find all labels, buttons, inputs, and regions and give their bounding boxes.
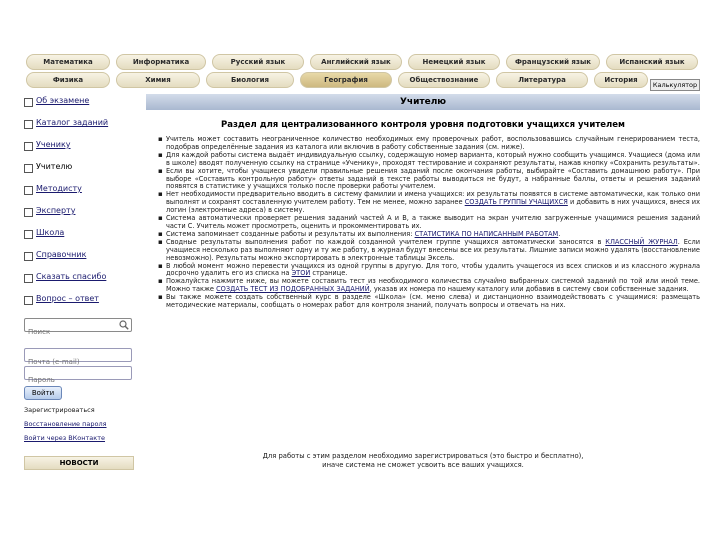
list-item: ▪ Для каждой работы система выдаёт индивидуальную ссылку, содержащую номер варианта, который нужно сообщить учащимся. Учащиеся (дома или в школе) вводят полученную ссылку на странице «Ученику», проходят тестирование и сохраняют результаты, нажав кнопку «Сохранить результаты». bbox=[158, 152, 700, 168]
tab-social-studies[interactable]: Обществознание bbox=[398, 72, 490, 88]
checkbox-icon bbox=[24, 186, 33, 195]
section-heading: Раздел для централизованного контроля уровня подготовки учащихся учителем bbox=[221, 120, 625, 130]
tab-literature[interactable]: Литература bbox=[496, 72, 588, 88]
calculator-button[interactable]: Калькулятор bbox=[650, 79, 700, 91]
tab-english[interactable]: Английский язык bbox=[310, 54, 402, 70]
list-item: ▪ Пожалуйста нажмите ниже, вы можете составить тест из необходимого количества случайно выбранных системой заданий по той или иной теме. Можно также СОЗДАТЬ ТЕСТ ИЗ ПОДОБРАННЫХ ЗАДАНИЙ, указав их номера по нашему каталогу или добавив в систему свои собственные задания. bbox=[158, 278, 700, 294]
list-item: ▪ Вы также можете создать собственный курс в разделе «Школа» (см. меню слева) и дистанционно взаимодействовать с учащимися: размещать методические материалы, сообщать о номерах работ для контроля знаний, получать вопросы и отвечать на них. bbox=[158, 294, 700, 310]
sidebar-item-school[interactable]: Школа bbox=[24, 228, 134, 242]
list-item: ▪ Система запоминает созданные работы и результаты их выполнения: СТАТИСТИКА ПО НАПИСАННЫМ РАБОТАМ. bbox=[158, 231, 700, 239]
class-journal-link[interactable]: КЛАССНЫЙ ЖУРНАЛ bbox=[605, 237, 678, 246]
checkbox-icon bbox=[24, 120, 33, 129]
sidebar bbox=[20, 94, 138, 476]
tab-spanish[interactable]: Испанский язык bbox=[606, 54, 698, 70]
sidebar-item-teacher[interactable]: Учителю bbox=[24, 162, 134, 176]
checkbox-icon bbox=[24, 230, 33, 239]
sidebar-item-catalog[interactable]: Каталог заданий bbox=[24, 118, 134, 132]
this-page-link[interactable]: ЭТОЙ bbox=[291, 269, 311, 278]
register-link[interactable]: Зарегистрироваться bbox=[24, 406, 95, 414]
statistics-link[interactable]: СТАТИСТИКА ПО НАПИСАННЫМ РАБОТАМ bbox=[414, 229, 559, 238]
create-test-link[interactable]: СОЗДАТЬ ТЕСТ ИЗ ПОДОБРАННЫХ ЗАДАНИЙ bbox=[216, 285, 370, 294]
checkbox-icon bbox=[24, 274, 33, 283]
list-item: ▪ Учитель может составить неограниченное количество необходимых ему проверочных работ, воспользовавшись случайным генерированием теста, подобрав определённые задания из каталога или включив в работу собственные задания (см. ниже). bbox=[158, 136, 700, 152]
tab-chemistry[interactable]: Химия bbox=[116, 72, 200, 88]
tab-history[interactable]: История bbox=[594, 72, 648, 88]
subject-tabs-row-1 bbox=[20, 54, 700, 70]
sidebar-item-faq[interactable]: Вопрос – ответ bbox=[24, 294, 134, 308]
checkbox-icon bbox=[24, 296, 33, 305]
tab-geography[interactable]: География bbox=[300, 72, 392, 88]
checkbox-icon bbox=[24, 252, 33, 261]
list-item: ▪ Система автоматически проверяет решения заданий частей А и В, а также выводит на экран учителю загруженные учащимися решения заданий части С. Учитель может просмотреть, оценить и прокомментировать их. bbox=[158, 215, 700, 231]
sidebar-item-reference[interactable]: Справочник bbox=[24, 250, 134, 264]
page-title: Учителю bbox=[146, 94, 700, 110]
search-box bbox=[24, 318, 132, 332]
tab-informatics[interactable]: Информатика bbox=[116, 54, 206, 70]
sidebar-item-expert[interactable]: Эксперту bbox=[24, 206, 134, 220]
email-field-wrap bbox=[24, 348, 132, 362]
checkbox-icon bbox=[24, 98, 33, 107]
tab-russian[interactable]: Русский язык bbox=[212, 54, 304, 70]
sidebar-item-methodist[interactable]: Методисту bbox=[24, 184, 134, 198]
checkbox-icon bbox=[24, 164, 33, 173]
tab-french[interactable]: Французский язык bbox=[506, 54, 600, 70]
vk-login-link[interactable]: Войти через ВКонтакте bbox=[24, 434, 106, 442]
create-groups-link[interactable]: СОЗДАТЬ ГРУППЫ УЧАЩИХСЯ bbox=[464, 198, 568, 207]
tab-german[interactable]: Немецкий язык bbox=[408, 54, 500, 70]
info-list bbox=[158, 136, 700, 310]
page bbox=[20, 50, 700, 476]
restore-password-link[interactable]: Восстановление пароля bbox=[24, 420, 107, 428]
password-field[interactable] bbox=[25, 374, 128, 386]
checkbox-icon bbox=[24, 142, 33, 151]
sidebar-item-student[interactable]: Ученику bbox=[24, 140, 134, 154]
list-item: ▪ Если вы хотите, чтобы учащиеся увидели правильные решения заданий после окончания работы, выбирайте «Составить домашнюю работу». При выборе «Составить контрольную работу» ответы заданий в тексте работы выводиться не будут, а набранные баллы, ответы и решения заданий появятся в статистике у учащихся только после проверки работы учителем. bbox=[158, 168, 700, 192]
tab-biology[interactable]: Биология bbox=[206, 72, 294, 88]
tab-physics[interactable]: Физика bbox=[26, 72, 110, 88]
list-item: ▪ Сводные результаты выполнения работ по каждой созданной учителем группе учащихся автоматически заносятся в КЛАССНЫЙ ЖУРНАЛ. Если учащиеся несколько раз выполняют одну и ту же работу, в журнал будут внесены все их результаты. Лишние записи можно удалять (восстановление невозможно). Результаты можно экспортировать в электронные таблицы Эксель. bbox=[158, 239, 700, 263]
footer-note bbox=[146, 452, 700, 469]
password-field-wrap bbox=[24, 366, 132, 380]
login-button[interactable]: Войти bbox=[24, 386, 62, 400]
list-item: ▪ В любой момент можно перевести учащихся из одной группы в другую. Для того, чтобы удалить учащегося из всех списков и из классного журнала досрочно удалить его из списка на ЭТОЙ странице. bbox=[158, 263, 700, 279]
footer-note-line-1: Для работы с этим разделом необходимо зарегистрироваться (это быстро и бесплатно), bbox=[262, 452, 584, 460]
sidebar-item-thanks[interactable]: Сказать спасибо bbox=[24, 272, 134, 286]
list-item: ▪ Нет необходимости предварительно вводить в систему фамилии и имена учащихся: их результаты появятся в системе автоматически, как только они выполнят и сохранят составленную учителем работу. Тем не менее, можно заранее СОЗДАТЬ ГРУППЫ УЧАЩИХСЯ и добавить в них учащихся, внеся их логин (электронные адреса) в систему. bbox=[158, 191, 700, 215]
sidebar-item-about-exam[interactable]: Об экзамене bbox=[24, 96, 134, 110]
search-icon[interactable] bbox=[119, 320, 129, 330]
footer-note-line-2: иначе система не сможет усвоить все ваших учащихся. bbox=[322, 460, 524, 469]
search-input[interactable] bbox=[25, 326, 114, 338]
checkbox-icon bbox=[24, 208, 33, 217]
subject-tabs-row-2 bbox=[20, 72, 700, 88]
tab-math[interactable]: Математика bbox=[26, 54, 110, 70]
news-header[interactable]: НОВОСТИ bbox=[24, 456, 134, 470]
